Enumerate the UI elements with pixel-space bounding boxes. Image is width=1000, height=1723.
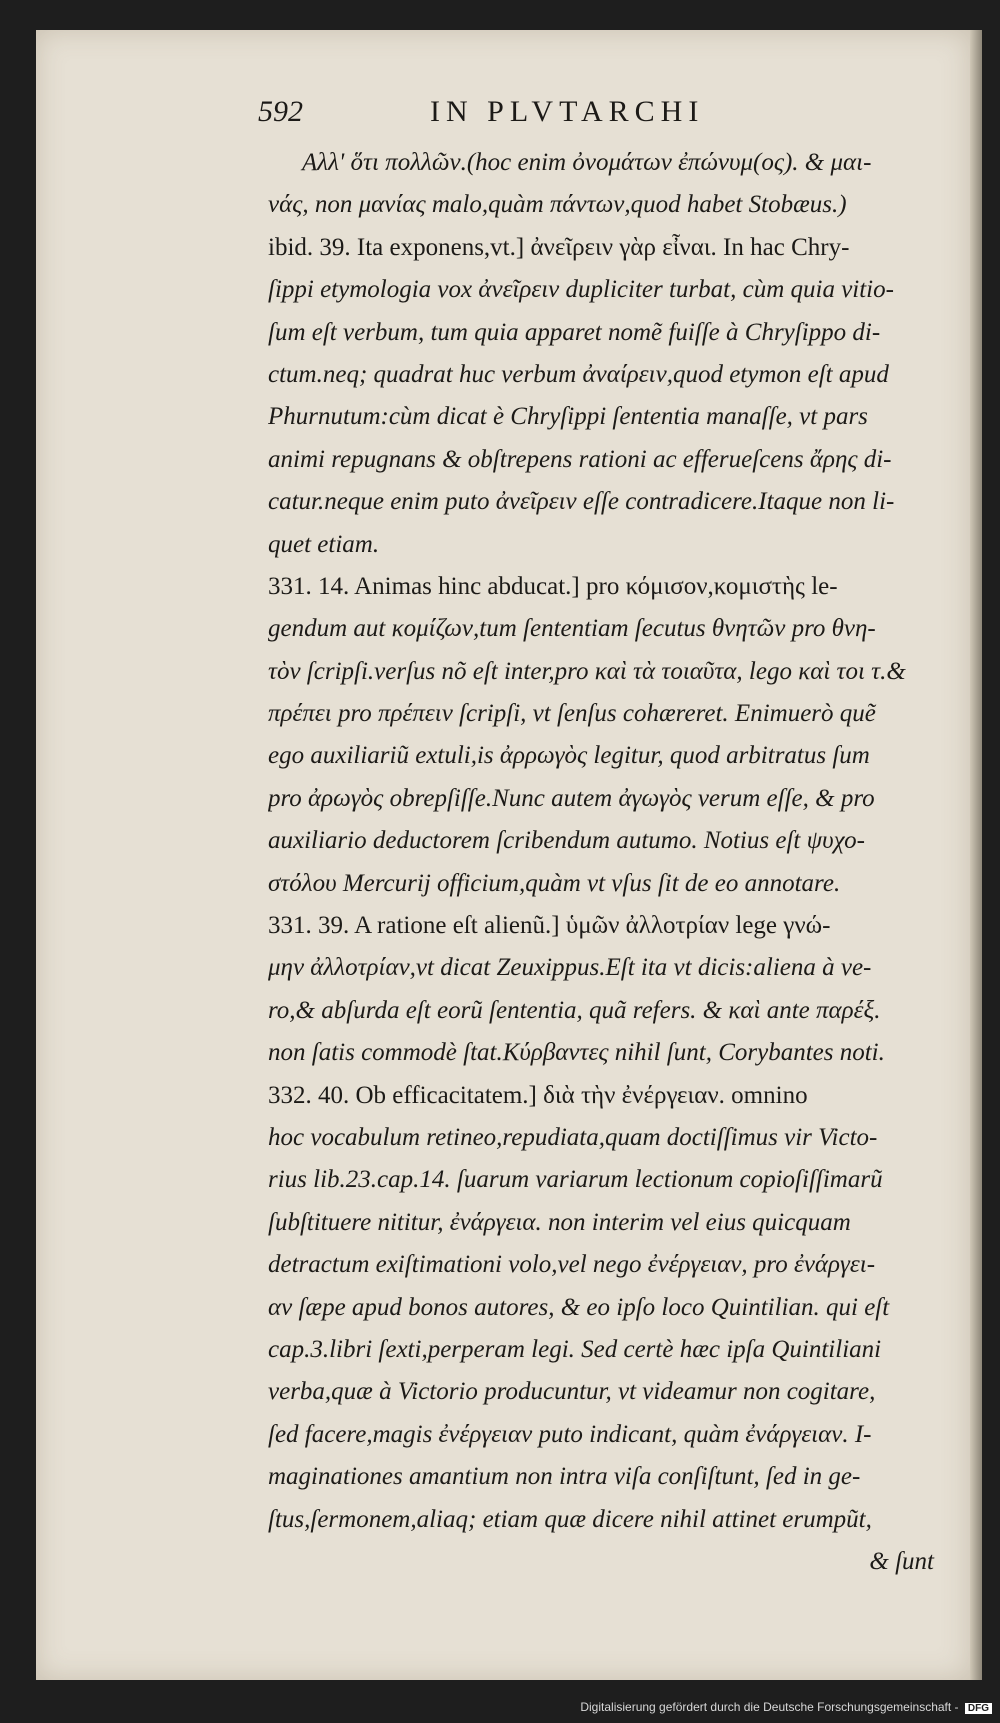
digitization-footer [0, 1700, 992, 1714]
text-line: Phurnutum:cùm dicat è Chryſippi ſententia manaſſe, vt pars [268, 403, 868, 431]
text-line: στόλου Mercurij officium,quàm vt vſus ſit de eo annotare. [268, 869, 841, 897]
text-line: νάς, non μανίας malo,quàm πάντων,quod habet Stobæus.) [268, 191, 847, 219]
text-line: gendum aut κομίζων,tum ſententiam ſecutus θνητῶν pro θνη- [268, 615, 876, 643]
text-line: quet etiam. [268, 530, 380, 558]
text-line: pro ἀρωγὸς obrepſiſſe.Nunc autem ἀγωγὸς verum eſſe, & pro [268, 784, 875, 812]
footer-credit: Digitalisierung gefördert durch die Deutsche Forschungsgemeinschaft - [580, 1700, 959, 1714]
text-line: 331. 14. Animas hinc abducat.] pro κόμισον,κομιστὴς le- [268, 572, 838, 600]
text-line: verba,quæ à Victorio producuntur, vt videamur non cogitare, [268, 1378, 876, 1406]
text-line: ſtus,ſermonem,aliaq; etiam quæ dicere nihil attinet erumpũt, [268, 1505, 872, 1533]
text-line: cap.3.libri ſexti,perperam legi. Sed certè hæc ipſa Quintiliani [268, 1335, 882, 1363]
text-line: ſum eſt verbum, tum quia apparet nomẽ fuiſſe à Chryſippo di- [268, 318, 881, 346]
text-line: ſippi etymologia vox ἀνεῖρειν dupliciter turbat, cùm quia vitio- [268, 276, 894, 304]
text-line: ibid. 39. Ita exponens,vt.] ἀνεῖρειν γὰρ εἶναι. In hac Chry- [268, 233, 850, 261]
page-number: 592 [258, 95, 303, 128]
dfg-logo-icon: DFG [965, 1703, 992, 1714]
text-line: auxiliario deductorem ſcribendum autumo. Notius eſt ψυχο- [268, 827, 865, 855]
text-line: Αλλ' ὅτι πολλῶν.(hoc enim ὀνομάτων ἐπώνυμ(ος). & μαι- [302, 149, 872, 176]
text-line: hoc vocabulum retineo,repudiata,quam doctiſſimus vir Victo- [268, 1123, 878, 1151]
catchword: & ſunt [869, 1547, 934, 1575]
text-line: τὸν ſcripſi.verſus nõ eſt inter,pro καὶ τὰ τοιαῦτα, lego καὶ τοι τ.& [268, 657, 906, 685]
text-line: 332. 40. Ob efficacitatem.] διὰ τὴν ἐνέργειαν. omnino [268, 1081, 808, 1109]
text-line: rius lib.23.cap.14. ſuarum variarum lectionum copioſiſſimarũ [268, 1166, 883, 1194]
page-header [258, 95, 938, 135]
text-line: detractum exiſtimationi volo,vel nego ἐνέργειαν, pro ἐνάργει- [268, 1251, 876, 1279]
text-line: ro,& abſurda eſt eorũ ſententia, quã refers. & καὶ ante παρέξ. [268, 996, 881, 1024]
text-line: maginationes amantium non intra viſa conſiſtunt, ſed in ge- [268, 1463, 861, 1491]
text-line: animi repugnans & obſtrepens rationi ac efferueſcens ἄρης di- [268, 445, 892, 473]
text-line: ego auxiliariũ extuli,is ἀρρωγὸς legitur, quod arbitratus ſum [268, 742, 870, 770]
text-line: 331. 39. A ratione eſt alienũ.] ὑμῶν ἀλλοτρίαν lege γνώ- [268, 912, 831, 940]
text-line: πρέπει pro πρέπειν ſcripſi, vt ſenſus cohæreret. Enimuerò quẽ [268, 700, 876, 728]
text-line: αν ſæpe apud bonos autores, & eo ipſo loco Quintilian. qui eſt [268, 1293, 890, 1321]
running-head: IN PLVTARCHI [430, 95, 705, 128]
text-line: non ſatis commodè ſtat.Κύρβαντες nihil ſunt, Corybantes noti. [268, 1039, 885, 1067]
text-line: ſubſtituere nititur, ἐνάργεια. non interim vel eius quicquam [268, 1208, 851, 1236]
page-gutter [970, 30, 982, 1680]
text-line: ſed facere,magis ἐνέργειαν puto indicant, quàm ἐνάργειαν. I- [268, 1420, 872, 1448]
body-text [268, 142, 964, 1583]
text-line: ctum.neq; quadrat huc verbum ἀναίρειν,quod etymon eſt apud [268, 360, 889, 388]
text-line: catur.neque enim puto ἀνεῖρειν eſſe contradicere.Itaque non li- [268, 488, 895, 516]
text-line: μην ἀλλοτρίαν,vt dicat Zeuxippus.Eſt ita vt dicis:aliena à ve- [268, 954, 872, 982]
